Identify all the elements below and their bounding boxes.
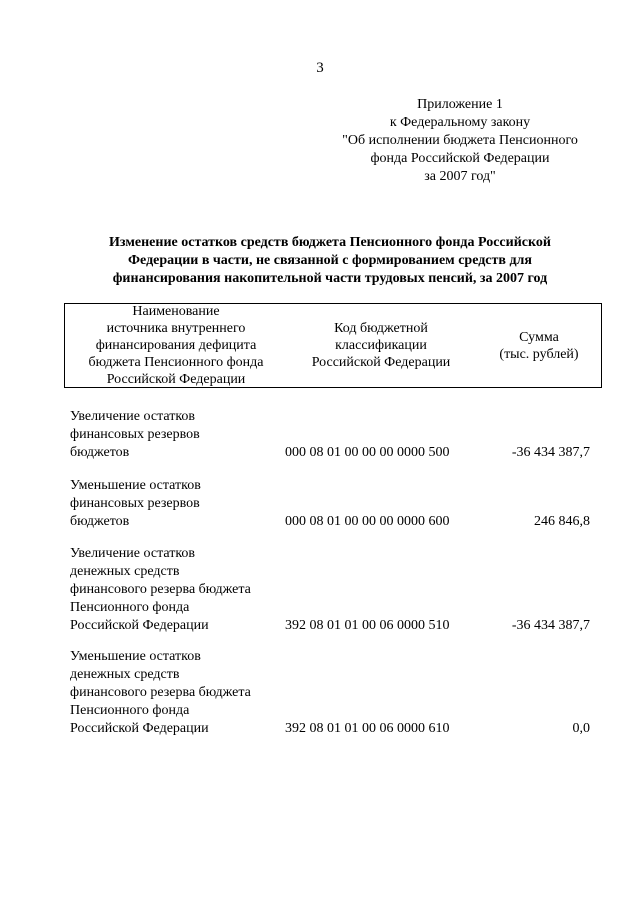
- appendix-line: "Об исполнении бюджета Пенсионного: [342, 133, 578, 148]
- header-name-column: [65, 304, 287, 387]
- row-amount: -36 434 387,7: [511, 445, 590, 460]
- table-row: [70, 545, 590, 635]
- row-amount: -36 434 387,7: [511, 618, 590, 633]
- row-name-line: финансовых резервов: [70, 427, 200, 442]
- document-title: [60, 234, 600, 288]
- row-name-line: денежных средств: [70, 564, 180, 579]
- appendix-line: к Федеральному закону: [389, 115, 531, 130]
- row-name-line: денежных средств: [70, 667, 180, 682]
- header-text: Российской Федерации: [106, 372, 246, 387]
- header-text: Сумма: [519, 329, 559, 345]
- header-text: Наименование: [132, 304, 220, 319]
- title-line: Федерации в части, не связанной с формированием средств для: [128, 253, 532, 268]
- row-name-line: финансовых резервов: [70, 496, 200, 511]
- header-text: Российской Федерации: [311, 355, 451, 370]
- title-line: Изменение остатков средств бюджета Пенсионного фонда Российской: [109, 235, 551, 250]
- title-line: финансирования накопительной части трудовых пенсий, за 2007 год: [112, 271, 548, 286]
- appendix-line: за 2007 год": [424, 169, 496, 184]
- row-code: 000 08 01 00 00 00 0000 600: [285, 514, 450, 529]
- header-code-column: [287, 304, 475, 387]
- header-text: (тыс. рублей): [499, 346, 579, 362]
- table-header: [64, 303, 602, 388]
- header-amount-column: [475, 304, 603, 387]
- row-name-line: финансового резерва бюджета: [70, 582, 251, 597]
- header-text: классификации: [335, 338, 427, 353]
- appendix-line: фонда Российской Федерации: [370, 151, 550, 166]
- row-name-line: Уменьшение остатков: [70, 649, 201, 664]
- row-name-line: Пенсионного фонда: [70, 600, 190, 615]
- row-name-line: Российской Федерации: [70, 721, 209, 736]
- row-name-line: Пенсионного фонда: [70, 703, 190, 718]
- header-text: источника внутреннего: [106, 321, 246, 336]
- row-code: 000 08 01 00 00 00 0000 500: [285, 445, 450, 460]
- header-text: финансирования дефицита: [95, 338, 257, 353]
- row-code: 392 08 01 01 00 06 0000 610: [285, 721, 450, 736]
- row-name-line: Увеличение остатков: [70, 546, 196, 561]
- header-text: бюджета Пенсионного фонда: [88, 355, 264, 370]
- row-name-line: Уменьшение остатков: [70, 478, 201, 493]
- row-name-line: Российской Федерации: [70, 618, 209, 633]
- row-amount: 246 846,8: [534, 514, 590, 529]
- appendix-reference: [325, 96, 595, 186]
- row-name-line: Увеличение остатков: [70, 409, 196, 424]
- row-name-line: бюджетов: [70, 514, 130, 529]
- table-row: [70, 648, 590, 738]
- row-amount: 0,0: [572, 721, 590, 736]
- header-text: Код бюджетной: [334, 321, 428, 336]
- row-name-line: бюджетов: [70, 445, 130, 460]
- appendix-line: Приложение 1: [417, 97, 503, 112]
- row-code: 392 08 01 01 00 06 0000 510: [285, 618, 450, 633]
- table-row: [70, 408, 590, 462]
- table-row: [70, 477, 590, 531]
- page-number: 3: [316, 60, 324, 76]
- row-name-line: финансового резерва бюджета: [70, 685, 251, 700]
